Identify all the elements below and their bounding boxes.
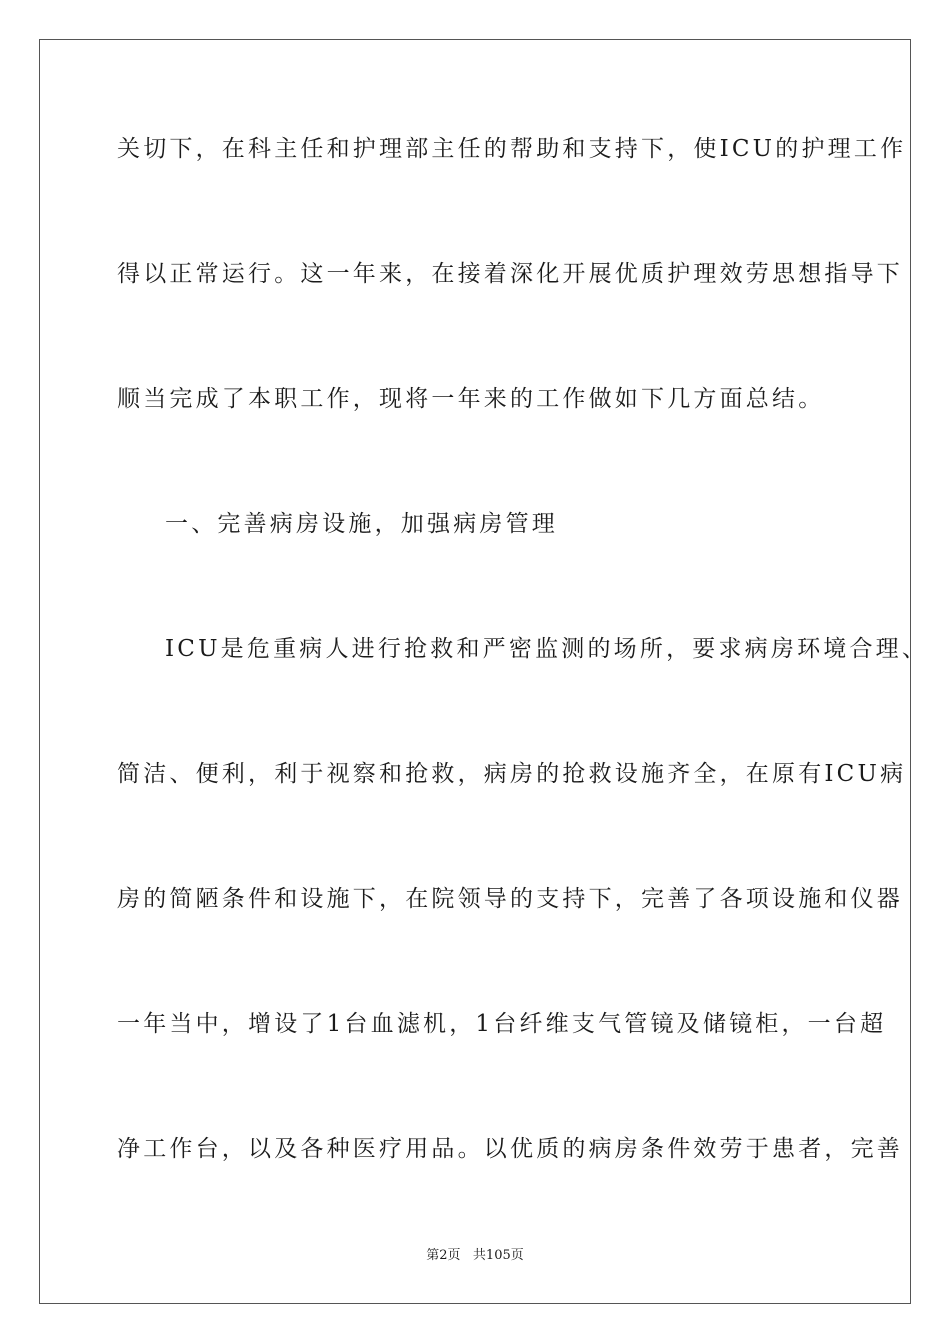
body-line-2: 得以正常运行。这一年来，在接着深化开展优质护理效劳思想指导下 xyxy=(117,261,903,287)
body-line-5: ICU是危重病人进行抢救和严密监测的场所，要求病房环境合理、 xyxy=(165,636,929,662)
body-line-1: 关切下，在科主任和护理部主任的帮助和支持下，使ICU的护理工作 xyxy=(117,136,907,162)
page-number: 第2页 xyxy=(426,1248,461,1263)
body-line-3: 顺当完成了本职工作，现将一年来的工作做如下几方面总结。 xyxy=(117,386,825,412)
body-line-9: 净工作台，以及各种医疗用品。以优质的病房条件效劳于患者，完善 xyxy=(117,1136,903,1162)
page-footer xyxy=(0,1247,950,1265)
body-line-6: 简洁、便利，利于视察和抢救，病房的抢救设施齐全，在原有ICU病 xyxy=(117,761,907,787)
page-total: 共105页 xyxy=(472,1248,524,1263)
body-line-7: 房的简陋条件和设施下，在院领导的支持下，完善了各项设施和仪器 xyxy=(117,886,903,912)
section-heading: 一、完善病房设施，加强病房管理 xyxy=(165,511,558,537)
page-frame xyxy=(39,39,911,1304)
body-line-8: 一年当中，增设了1台血滤机，1台纤维支气管镜及储镜柜，一台超 xyxy=(117,1011,887,1037)
